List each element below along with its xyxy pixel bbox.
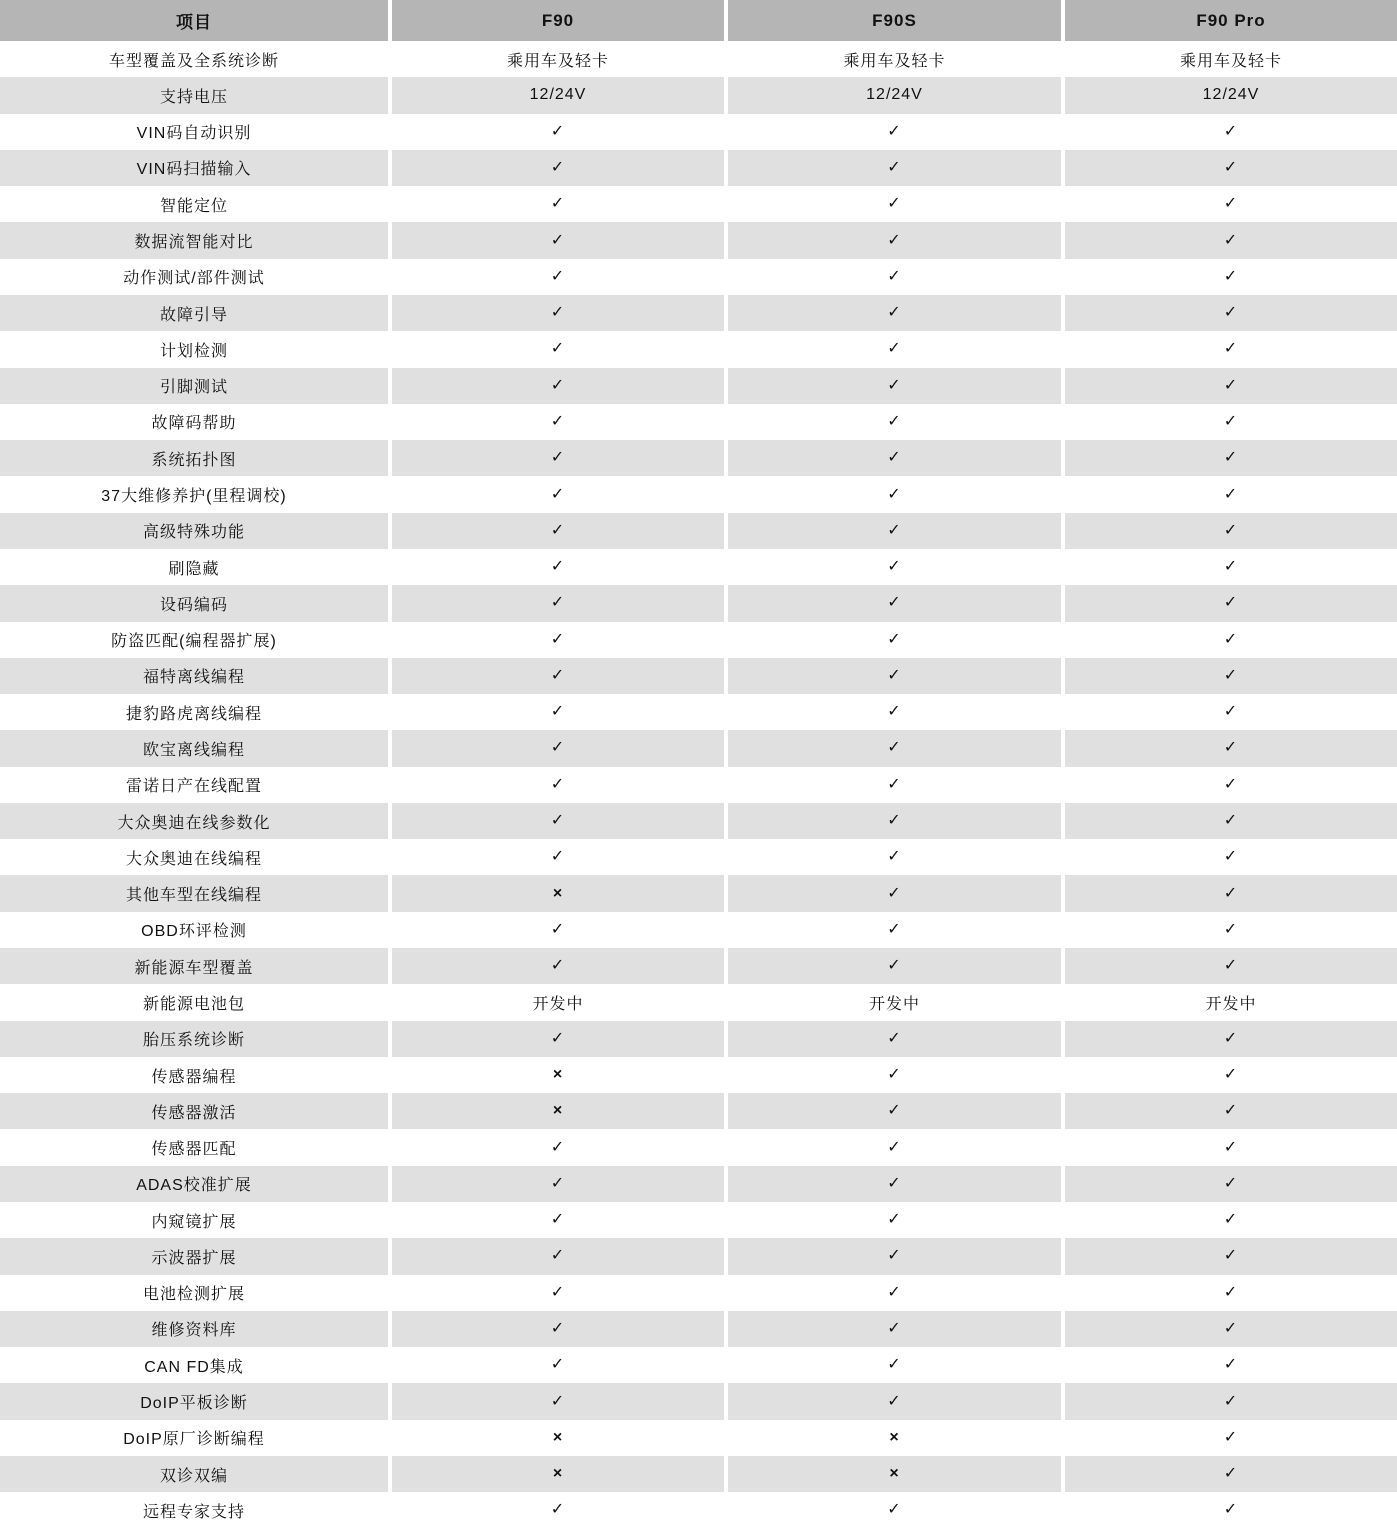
table-row (0, 1238, 1397, 1274)
f90pro-value: ✓ (1065, 368, 1397, 404)
f90-value: 12/24V (392, 77, 724, 113)
f90s-value: × (728, 1420, 1061, 1456)
f90-value: × (392, 1456, 724, 1492)
table-row (0, 549, 1397, 585)
f90pro-value: ✓ (1065, 1383, 1397, 1419)
table-row (0, 839, 1397, 875)
f90s-value: ✓ (728, 222, 1061, 258)
f90-value: × (392, 875, 724, 911)
table-row (0, 767, 1397, 803)
f90s-value: ✓ (728, 1057, 1061, 1093)
f90pro-value: ✓ (1065, 1420, 1397, 1456)
f90s-value: ✓ (728, 658, 1061, 694)
f90s-value: ✓ (728, 1311, 1061, 1347)
f90pro-value: 12/24V (1065, 77, 1397, 113)
f90s-value: ✓ (728, 803, 1061, 839)
feature-label: 远程专家支持 (0, 1492, 388, 1528)
f90-value: ✓ (392, 839, 724, 875)
feature-label: 引脚测试 (0, 368, 388, 404)
f90s-value: ✓ (728, 1202, 1061, 1238)
f90pro-value: ✓ (1065, 150, 1397, 186)
f90-value: ✓ (392, 767, 724, 803)
f90s-value: ✓ (728, 114, 1061, 150)
header-f90pro-column: F90 Pro (1065, 0, 1397, 41)
table-row (0, 1093, 1397, 1129)
table-row (0, 948, 1397, 984)
f90-value: ✓ (392, 1492, 724, 1528)
feature-label: DoIP原厂诊断编程 (0, 1420, 388, 1456)
f90pro-value: ✓ (1065, 440, 1397, 476)
f90-value: ✓ (392, 912, 724, 948)
f90s-value: ✓ (728, 404, 1061, 440)
table-row (0, 41, 1397, 77)
f90-value: ✓ (392, 1275, 724, 1311)
f90-value: ✓ (392, 114, 724, 150)
feature-label: DoIP平板诊断 (0, 1383, 388, 1419)
f90s-value: 12/24V (728, 77, 1061, 113)
feature-label: 防盗匹配(编程器扩展) (0, 622, 388, 658)
f90s-value: ✓ (728, 1275, 1061, 1311)
table-row (0, 295, 1397, 331)
f90-value: ✓ (392, 1202, 724, 1238)
feature-label: 新能源车型覆盖 (0, 948, 388, 984)
f90s-value: ✓ (728, 948, 1061, 984)
table-row (0, 440, 1397, 476)
f90s-value: ✓ (728, 368, 1061, 404)
table-row (0, 186, 1397, 222)
table-row (0, 658, 1397, 694)
f90-value: × (392, 1057, 724, 1093)
table-row (0, 331, 1397, 367)
f90pro-value: ✓ (1065, 1275, 1397, 1311)
f90pro-value: ✓ (1065, 549, 1397, 585)
table-row (0, 513, 1397, 549)
feature-label: 欧宝离线编程 (0, 730, 388, 766)
feature-label: 内窥镜扩展 (0, 1202, 388, 1238)
table-row (0, 694, 1397, 730)
f90s-value: ✓ (728, 331, 1061, 367)
table-row (0, 150, 1397, 186)
feature-label: 智能定位 (0, 186, 388, 222)
f90pro-value: ✓ (1065, 114, 1397, 150)
f90pro-value: ✓ (1065, 585, 1397, 621)
table-row (0, 1275, 1397, 1311)
table-row (0, 222, 1397, 258)
f90-value: ✓ (392, 1347, 724, 1383)
f90pro-value: ✓ (1065, 1093, 1397, 1129)
table-row (0, 368, 1397, 404)
f90-value: ✓ (392, 730, 724, 766)
f90pro-value: ✓ (1065, 767, 1397, 803)
f90pro-value: ✓ (1065, 186, 1397, 222)
f90s-value: ✓ (728, 440, 1061, 476)
table-row (0, 404, 1397, 440)
f90-value: ✓ (392, 803, 724, 839)
feature-label: 计划检测 (0, 331, 388, 367)
f90pro-value: ✓ (1065, 1166, 1397, 1202)
f90pro-value: ✓ (1065, 948, 1397, 984)
f90pro-value: ✓ (1065, 1456, 1397, 1492)
feature-label: 支持电压 (0, 77, 388, 113)
f90-value: 乘用车及轻卡 (392, 41, 724, 77)
f90s-value: 乘用车及轻卡 (728, 41, 1061, 77)
f90s-value: ✓ (728, 1129, 1061, 1165)
f90s-value: ✓ (728, 1021, 1061, 1057)
feature-label: 传感器编程 (0, 1057, 388, 1093)
table-body (0, 41, 1397, 1529)
feature-label: 大众奥迪在线编程 (0, 839, 388, 875)
f90-value: ✓ (392, 259, 724, 295)
header-item-column: 项目 (0, 0, 388, 41)
table-row (0, 803, 1397, 839)
table-row (0, 730, 1397, 766)
f90-value: ✓ (392, 585, 724, 621)
feature-label: 刷隐藏 (0, 549, 388, 585)
table-row (0, 1166, 1397, 1202)
feature-label: VIN码扫描输入 (0, 150, 388, 186)
f90s-value: ✓ (728, 1093, 1061, 1129)
f90s-value: ✓ (728, 259, 1061, 295)
feature-label: 其他车型在线编程 (0, 875, 388, 911)
f90pro-value: ✓ (1065, 513, 1397, 549)
feature-label: 电池检测扩展 (0, 1275, 388, 1311)
f90pro-value: ✓ (1065, 658, 1397, 694)
f90-value: ✓ (392, 331, 724, 367)
feature-label: 故障引导 (0, 295, 388, 331)
f90pro-value: ✓ (1065, 222, 1397, 258)
f90pro-value: ✓ (1065, 404, 1397, 440)
f90-value: ✓ (392, 549, 724, 585)
f90s-value: ✓ (728, 186, 1061, 222)
f90pro-value: ✓ (1065, 1202, 1397, 1238)
f90s-value: ✓ (728, 767, 1061, 803)
f90s-value: ✓ (728, 295, 1061, 331)
f90-value: 开发中 (392, 984, 724, 1020)
table-row (0, 1492, 1397, 1528)
f90s-value: ✓ (728, 622, 1061, 658)
feature-label: 大众奥迪在线参数化 (0, 803, 388, 839)
f90pro-value: ✓ (1065, 476, 1397, 512)
f90s-value: ✓ (728, 513, 1061, 549)
f90s-value: ✓ (728, 1383, 1061, 1419)
feature-label: 数据流智能对比 (0, 222, 388, 258)
f90pro-value: ✓ (1065, 1492, 1397, 1528)
table-row (0, 1057, 1397, 1093)
f90-value: ✓ (392, 1166, 724, 1202)
f90s-value: ✓ (728, 585, 1061, 621)
f90pro-value: ✓ (1065, 331, 1397, 367)
f90-value: ✓ (392, 513, 724, 549)
f90s-value: ✓ (728, 549, 1061, 585)
f90-value: ✓ (392, 694, 724, 730)
f90s-value: ✓ (728, 476, 1061, 512)
f90-value: ✓ (392, 1129, 724, 1165)
table-row (0, 259, 1397, 295)
feature-label: 双诊双编 (0, 1456, 388, 1492)
f90pro-value: ✓ (1065, 622, 1397, 658)
f90pro-value: ✓ (1065, 1129, 1397, 1165)
f90pro-value: ✓ (1065, 1347, 1397, 1383)
feature-label: 37大维修养护(里程调校) (0, 476, 388, 512)
f90-value: ✓ (392, 1021, 724, 1057)
table-row (0, 1202, 1397, 1238)
table-row (0, 1347, 1397, 1383)
f90pro-value: 开发中 (1065, 984, 1397, 1020)
f90-value: × (392, 1093, 724, 1129)
feature-label: 车型覆盖及全系统诊断 (0, 41, 388, 77)
f90s-value: ✓ (728, 150, 1061, 186)
feature-label: 新能源电池包 (0, 984, 388, 1020)
feature-label: 故障码帮助 (0, 404, 388, 440)
table-row (0, 984, 1397, 1020)
f90-value: ✓ (392, 476, 724, 512)
f90pro-value: ✓ (1065, 730, 1397, 766)
f90-value: ✓ (392, 622, 724, 658)
table-row (0, 875, 1397, 911)
feature-label: 捷豹路虎离线编程 (0, 694, 388, 730)
f90s-value: ✓ (728, 1166, 1061, 1202)
f90pro-value: 乘用车及轻卡 (1065, 41, 1397, 77)
table-row (0, 912, 1397, 948)
f90-value: ✓ (392, 658, 724, 694)
f90pro-value: ✓ (1065, 1238, 1397, 1274)
f90s-value: ✓ (728, 1492, 1061, 1528)
feature-label: 传感器匹配 (0, 1129, 388, 1165)
table-row (0, 1311, 1397, 1347)
f90s-value: 开发中 (728, 984, 1061, 1020)
f90s-value: ✓ (728, 1347, 1061, 1383)
feature-label: VIN码自动识别 (0, 114, 388, 150)
feature-label: 传感器激活 (0, 1093, 388, 1129)
f90-value: ✓ (392, 1238, 724, 1274)
header-f90-column: F90 (392, 0, 724, 41)
table-row (0, 622, 1397, 658)
table-row (0, 1456, 1397, 1492)
feature-label: 系统拓扑图 (0, 440, 388, 476)
f90pro-value: ✓ (1065, 694, 1397, 730)
feature-label: ADAS校准扩展 (0, 1166, 388, 1202)
feature-label: 示波器扩展 (0, 1238, 388, 1274)
table-row (0, 77, 1397, 113)
f90s-value: ✓ (728, 694, 1061, 730)
f90s-value: ✓ (728, 875, 1061, 911)
f90pro-value: ✓ (1065, 1057, 1397, 1093)
table-row (0, 476, 1397, 512)
f90-value: ✓ (392, 440, 724, 476)
table-row (0, 1129, 1397, 1165)
f90s-value: ✓ (728, 730, 1061, 766)
f90pro-value: ✓ (1065, 875, 1397, 911)
header-f90s-column: F90S (728, 0, 1061, 41)
feature-label: 雷诺日产在线配置 (0, 767, 388, 803)
f90-value: ✓ (392, 186, 724, 222)
feature-label: 福特离线编程 (0, 658, 388, 694)
f90-value: ✓ (392, 1311, 724, 1347)
f90-value: ✓ (392, 295, 724, 331)
table-row (0, 1420, 1397, 1456)
f90-value: ✓ (392, 404, 724, 440)
table-row (0, 1383, 1397, 1419)
f90-value: ✓ (392, 150, 724, 186)
f90pro-value: ✓ (1065, 839, 1397, 875)
feature-label: CAN FD集成 (0, 1347, 388, 1383)
f90pro-value: ✓ (1065, 1021, 1397, 1057)
f90-value: ✓ (392, 1383, 724, 1419)
f90s-value: ✓ (728, 912, 1061, 948)
feature-label: 动作测试/部件测试 (0, 259, 388, 295)
f90pro-value: ✓ (1065, 259, 1397, 295)
f90s-value: ✓ (728, 1238, 1061, 1274)
f90-value: ✓ (392, 222, 724, 258)
f90-value: ✓ (392, 368, 724, 404)
f90s-value: ✓ (728, 839, 1061, 875)
table-row (0, 585, 1397, 621)
feature-label: OBD环评检测 (0, 912, 388, 948)
f90pro-value: ✓ (1065, 912, 1397, 948)
table-row (0, 114, 1397, 150)
table-header-row (0, 0, 1397, 41)
feature-label: 设码编码 (0, 585, 388, 621)
f90pro-value: ✓ (1065, 1311, 1397, 1347)
f90s-value: × (728, 1456, 1061, 1492)
f90pro-value: ✓ (1065, 295, 1397, 331)
f90-value: ✓ (392, 948, 724, 984)
feature-label: 高级特殊功能 (0, 513, 388, 549)
table-row (0, 1021, 1397, 1057)
feature-label: 胎压系统诊断 (0, 1021, 388, 1057)
f90-value: × (392, 1420, 724, 1456)
feature-label: 维修资料库 (0, 1311, 388, 1347)
f90pro-value: ✓ (1065, 803, 1397, 839)
